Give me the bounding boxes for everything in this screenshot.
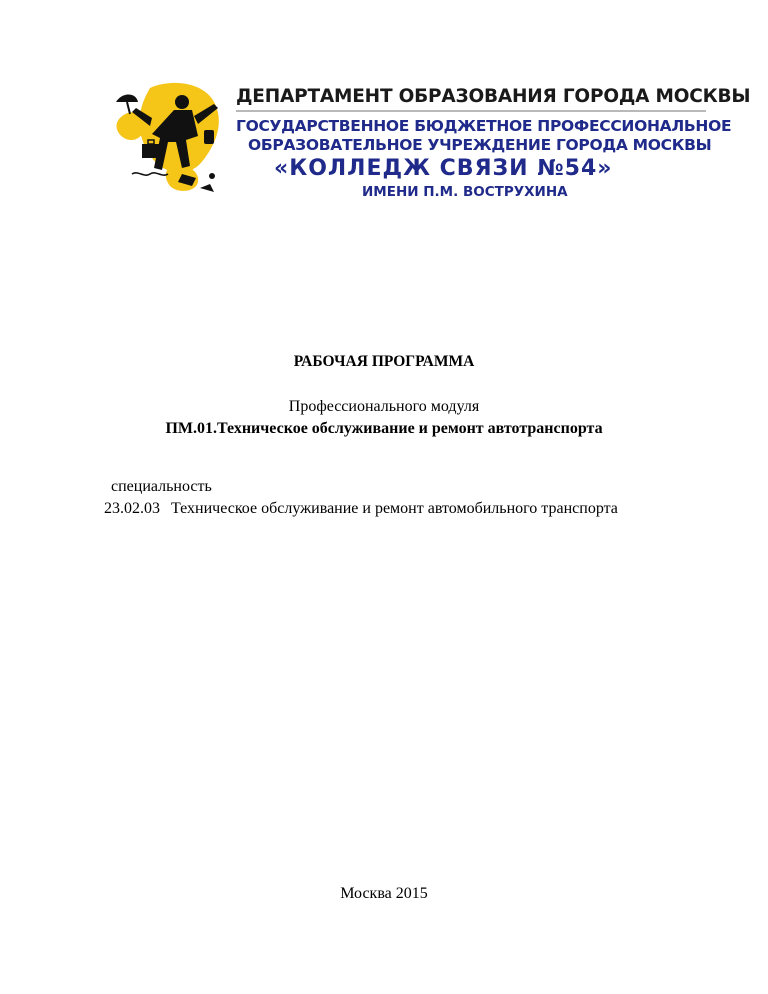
named-after: ИМЕНИ П.М. ВОСТРУХИНА — [362, 184, 568, 200]
specialty-code: 23.02.03 — [104, 500, 160, 517]
city-year: Москва 2015 — [340, 885, 428, 902]
specialty-name: Техническое обслуживание и ремонт автомобильного транспорта — [171, 500, 618, 517]
specialty-line — [104, 500, 618, 518]
document-title: РАБОЧАЯ ПРОГРАММА — [293, 353, 475, 370]
college-name: «КОЛЛЕДЖ СВЯЗИ №54» — [274, 156, 613, 181]
college-mascot-logo-icon — [112, 78, 232, 200]
org-type-line-2: ОБРАЗОВАТЕЛЬНОЕ УЧРЕЖДЕНИЕ ГОРОДА МОСКВЫ — [248, 136, 712, 154]
module-name: ПМ.01.Техническое обслуживание и ремонт автотранспорта — [165, 420, 603, 437]
specialty-label: специальность — [111, 478, 212, 495]
department-name: ДЕПАРТАМЕНТ ОБРАЗОВАНИЯ ГОРОДА МОСКВЫ — [236, 86, 706, 112]
header-text-block — [236, 86, 751, 201]
module-label: Профессионального модуля — [288, 398, 480, 415]
org-type-line: ГОСУДАРСТВЕННОЕ БЮДЖЕТНОЕ ПРОФЕССИОНАЛЬНОЕ — [236, 117, 732, 135]
